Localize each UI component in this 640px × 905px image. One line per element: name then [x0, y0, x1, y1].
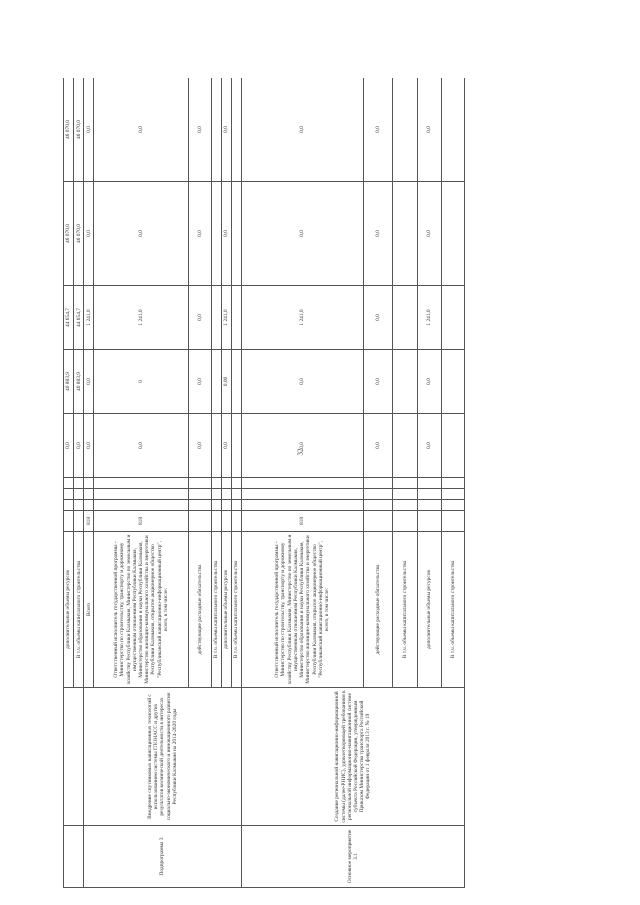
value-cell: [231, 286, 241, 350]
value-cell: [392, 286, 417, 350]
empty-cell: [84, 489, 94, 500]
value-cell: 0,0: [188, 350, 211, 414]
empty-cell: [392, 478, 417, 489]
budget-table: [63, 78, 465, 888]
value-cell: 0,0: [417, 182, 442, 286]
rotated-table-area: [63, 78, 465, 888]
value-cell: [211, 182, 221, 286]
value-cell: 1 241,0: [417, 286, 442, 350]
value-cell: 46 070,0: [74, 182, 84, 286]
row-label: Ответственный исполнитель государственной программы - Министерство по строительству, транспорту и дорожному хозяйству Республики Калмыкия, Министерство по земельным и имущественным отношениям Республики Калмыкия, Министерство образования и науки Республики Калмыкия, Министерство жилищно-коммунального хозяйства и энергетики Республики Калмыкия, открытое акционерное общество "Республиканский навигационно-информационный центр", всего, в том числе:: [94, 532, 189, 688]
value-cell: [211, 414, 221, 478]
code-cell: [221, 511, 231, 532]
row-label: Всего: [84, 532, 94, 688]
row-label: В т.ч. объемы капитального строительства: [231, 532, 241, 688]
empty-cell: [211, 478, 221, 489]
value-cell: 46 070,0: [64, 78, 74, 182]
row-label: В т.ч. объемы капитального строительства: [392, 532, 417, 688]
code-cell: [231, 511, 241, 532]
value-cell: 0,0: [74, 414, 84, 478]
empty-cell: [74, 478, 84, 489]
empty-cell: [188, 500, 211, 511]
code-cell: [74, 511, 84, 532]
value-cell: [392, 350, 417, 414]
empty-cell: [64, 489, 74, 500]
code-cell: [442, 511, 465, 532]
value-cell: [442, 78, 465, 182]
value-cell: [442, 182, 465, 286]
code-cell: 818: [94, 511, 189, 532]
row-label: Ответственный исполнитель государственной программы - Министерство по строительству, транспорту и дорожному хозяйству Республики Калмыкия, Министерство по земельным и имущественным отношениям Республики Калмыкия, Министерство образования и науки Республики Калмыкия, Министерство жилищно-коммунального хозяйства и энергетики Республики Калмыкия, открытое акционерное общество "Республиканский навигационно-информационный центр", всего, в том числе:: [241, 532, 363, 688]
row-label: В т.ч. объемы капитального строительства: [74, 532, 84, 688]
value-cell: 44 654,7: [64, 286, 74, 350]
code-cell: 818: [84, 511, 94, 532]
code-cell: [417, 511, 442, 532]
empty-cell: [241, 478, 363, 489]
empty-cell: [221, 500, 231, 511]
empty-cell: [64, 478, 74, 489]
row-label: В т.ч. объемы капитального строительства: [211, 532, 221, 688]
code-cell: [211, 511, 221, 532]
value-cell: 0,0: [84, 414, 94, 478]
value-cell: 0,0: [221, 414, 231, 478]
empty-cell: [221, 478, 231, 489]
value-cell: 40 883,9: [64, 350, 74, 414]
empty-cell: [417, 478, 442, 489]
value-cell: 0,0: [363, 286, 392, 350]
value-cell: 0,0: [221, 78, 231, 182]
value-cell: [392, 78, 417, 182]
value-cell: 0,0: [188, 286, 211, 350]
value-cell: 1 241,0: [241, 286, 363, 350]
value-cell: 0,00: [221, 350, 231, 414]
value-cell: 0,0: [94, 78, 189, 182]
value-cell: [392, 414, 417, 478]
value-cell: 1 241,0: [221, 286, 231, 350]
value-cell: 0,0: [363, 78, 392, 182]
empty-cell: [231, 478, 241, 489]
empty-cell: [84, 500, 94, 511]
value-cell: 0,0: [417, 350, 442, 414]
code-cell: [64, 511, 74, 532]
code-cell: [363, 511, 392, 532]
empty-cell: [392, 500, 417, 511]
empty-cell: [241, 489, 363, 500]
value-cell: 0,0: [84, 182, 94, 286]
empty-cell: [94, 478, 189, 489]
row-label: В т.ч. объемы капитального строительства: [442, 532, 465, 688]
measure-name: Подпрограмма 3: [84, 826, 242, 888]
measure-name: Основное мероприятие 3.1: [241, 826, 464, 888]
value-cell: [231, 78, 241, 182]
empty-cell: [74, 500, 84, 511]
value-cell: 46 070,0: [64, 182, 74, 286]
value-cell: 0,0: [417, 414, 442, 478]
value-cell: 0,0: [188, 414, 211, 478]
page-number: 32: [296, 448, 305, 456]
value-cell: 0,0: [188, 182, 211, 286]
code-cell: 818: [241, 511, 363, 532]
value-cell: 1 241,0: [94, 286, 189, 350]
value-cell: 0,0: [417, 78, 442, 182]
value-cell: 44 654,7: [74, 286, 84, 350]
empty-cell: [392, 489, 417, 500]
value-cell: 1 241,0: [84, 286, 94, 350]
row-label: действующие расходные обязательства: [363, 532, 392, 688]
empty-cell: [363, 489, 392, 500]
empty-cell: [417, 500, 442, 511]
empty-cell: [211, 489, 221, 500]
empty-cell: [442, 478, 465, 489]
empty-cell: [64, 826, 84, 888]
empty-cell: [211, 500, 221, 511]
empty-cell: [231, 489, 241, 500]
value-cell: [231, 182, 241, 286]
value-cell: [211, 78, 221, 182]
value-cell: 0,0: [363, 350, 392, 414]
row-label: дополнительные объемы ресурсов: [221, 532, 231, 688]
value-cell: 0,0: [84, 350, 94, 414]
value-cell: 46 070,0: [74, 78, 84, 182]
empty-cell: [84, 478, 94, 489]
value-cell: 0,0: [94, 414, 189, 478]
measure-title: Внедрение спутниковых навигационных технологий с использованием системы ГЛОНАСС и других результатов космической деятельности в интересах социально-экономического и инновационного развития Республики Калмыкия на 2014-2020 годы: [84, 688, 242, 826]
value-cell: [442, 286, 465, 350]
row-label: дополнительные объемы ресурсов: [417, 532, 442, 688]
value-cell: 0,0: [188, 78, 211, 182]
value-cell: 0,0: [241, 414, 363, 478]
value-cell: [442, 414, 465, 478]
code-cell: [188, 511, 211, 532]
empty-cell: [442, 500, 465, 511]
value-cell: [392, 182, 417, 286]
value-cell: 0,0: [94, 182, 189, 286]
empty-cell: [417, 489, 442, 500]
table-row: [64, 78, 74, 888]
empty-cell: [442, 489, 465, 500]
value-cell: 0,0: [241, 350, 363, 414]
empty-cell: [74, 489, 84, 500]
row-label: дополнительные объемы ресурсов: [64, 532, 74, 688]
value-cell: [211, 350, 221, 414]
value-cell: 0,0: [221, 182, 231, 286]
empty-cell: [64, 500, 74, 511]
empty-cell: [363, 500, 392, 511]
value-cell: 0,0: [363, 182, 392, 286]
value-cell: [231, 414, 241, 478]
empty-cell: [94, 500, 189, 511]
value-cell: 0,0: [363, 414, 392, 478]
empty-cell: [231, 500, 241, 511]
empty-cell: [241, 500, 363, 511]
measure-title: Создание региональной навигационно-информационной системы (далее-РНИС), удовлетворяющей требованиям к региональной информационно-навигационной системе субъекта Российской Федерации, утвержденным Приказом Министерства транспорта Российской Федерации от 1 февраля 2013 г. № 19: [241, 688, 464, 826]
value-cell: [231, 350, 241, 414]
empty-cell: [221, 489, 231, 500]
value-cell: 0,0: [241, 78, 363, 182]
table-row: [84, 78, 94, 888]
value-cell: 40 883,9: [74, 350, 84, 414]
rotated-table-wrapper: [63, 78, 465, 888]
table-row: [241, 78, 363, 888]
empty-cell: [188, 478, 211, 489]
row-label: действующие расходные обязательства: [188, 532, 211, 688]
value-cell: 0: [94, 350, 189, 414]
value-cell: 0,0: [64, 414, 74, 478]
value-cell: 0,0: [84, 78, 94, 182]
code-cell: [392, 511, 417, 532]
value-cell: [442, 350, 465, 414]
value-cell: 0,0: [241, 182, 363, 286]
empty-cell: [188, 489, 211, 500]
empty-cell: [363, 478, 392, 489]
empty-cell: [64, 688, 84, 826]
value-cell: [211, 286, 221, 350]
empty-cell: [94, 489, 189, 500]
